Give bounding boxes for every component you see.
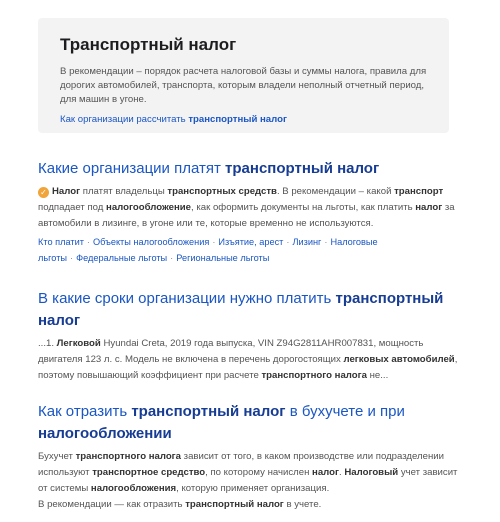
- result-title-plain: в бухучете и при: [285, 403, 405, 420]
- snippet-bold: налог: [312, 467, 340, 478]
- snippet-bold: легковых автомобилей: [343, 354, 455, 365]
- result-snippet-2: [38, 336, 458, 384]
- snippet-bold: транспортное средство: [92, 467, 206, 478]
- result-title-bold: транспортный налог: [225, 160, 380, 177]
- card-link-prefix: Как организации рассчитать: [60, 114, 189, 126]
- card-link-bold: транспортный налог: [188, 114, 287, 126]
- result-title-bold: транспортный налог: [38, 290, 444, 329]
- result-title-3[interactable]: [38, 401, 458, 445]
- snippet-text: , по которому начислен: [205, 467, 313, 478]
- result-snippet-1: [38, 184, 458, 232]
- search-result-3: [38, 401, 458, 513]
- card-link[interactable]: [60, 114, 287, 125]
- snippet-text: платят владельцы: [80, 186, 168, 197]
- snippet-text: Бухучет: [38, 451, 76, 462]
- snippet-bold: Налог: [52, 186, 81, 197]
- tag-link[interactable]: Федеральные льготы: [76, 253, 168, 263]
- result-title-2[interactable]: [38, 288, 458, 332]
- snippet-text: в учете.: [283, 499, 322, 510]
- snippet-bold: транспортного налога: [261, 370, 367, 381]
- snippet-text: . В рекомендации – какой: [276, 186, 395, 197]
- snippet-text: подпадает под: [38, 202, 107, 213]
- result-title-plain: В какие сроки организации нужно платить: [38, 290, 336, 307]
- check-badge-icon: ✓: [38, 187, 49, 198]
- tag-separator: ·: [212, 237, 216, 247]
- snippet-text: зависит от того, в каком производстве или подразделении используют: [38, 451, 444, 478]
- snippet-bold: Налоговый: [344, 467, 399, 478]
- result-title-plain: Какие организации платят: [38, 160, 226, 177]
- result-tags-1: [38, 234, 458, 266]
- card-title: Транспортный налог: [60, 35, 237, 54]
- snippet-text: .: [339, 467, 345, 478]
- tag-link[interactable]: Изъятие, арест: [218, 237, 284, 247]
- snippet-bold: транспортного налога: [75, 451, 182, 462]
- tag-separator: ·: [86, 237, 90, 247]
- snippet-text: , поэтому повышающий коэффициент при расчете: [38, 354, 458, 381]
- result-title-plain: Как отразить: [38, 403, 132, 420]
- snippet-bold: налогообложение: [106, 202, 192, 213]
- result-snippet-3: [38, 449, 458, 513]
- snippet-bold: налог: [415, 202, 443, 213]
- tag-separator: ·: [324, 237, 328, 247]
- tag-separator: ·: [286, 237, 290, 247]
- tag-link[interactable]: Налоговые льготы: [38, 237, 378, 263]
- tag-link[interactable]: Кто платит: [38, 237, 84, 247]
- result-title-bold: транспортный налог: [131, 403, 286, 420]
- snippet-text: , как оформить документы на льготы, как платить: [191, 202, 416, 213]
- snippet-bold: Легковой: [56, 338, 101, 349]
- tag-link[interactable]: Объекты налогообложения: [92, 237, 210, 247]
- snippet-text: В рекомендации — как отразить: [38, 499, 186, 510]
- snippet-text: за автомобили в лизинге, в угоне или те, которые временно не используются.: [38, 202, 455, 229]
- snippet-bold: транспорт: [394, 186, 444, 197]
- snippet-text: не...: [366, 370, 389, 381]
- result-title-1[interactable]: [38, 158, 458, 180]
- card-description: В рекомендации – порядок расчета налоговой базы и суммы налога, правила для дорогих автомобилей, транспорта, которым владели неполный отчетный период, для машин в угоне.: [60, 66, 427, 105]
- snippet-bold: транспортных средств: [167, 186, 277, 197]
- search-result-2: [38, 288, 458, 384]
- snippet-text: учет зависит от системы: [38, 467, 458, 494]
- snippet-text: ...1.: [38, 338, 57, 349]
- tag-link[interactable]: Региональные льготы: [176, 253, 270, 263]
- snippet-text: , которую применяет организация.: [176, 483, 330, 494]
- tag-separator: ·: [170, 253, 174, 263]
- search-result-1: [38, 158, 458, 266]
- tag-link[interactable]: Лизинг: [292, 237, 322, 247]
- snippet-bold: налогообложения: [90, 483, 177, 494]
- snippet-bold: транспортный налог: [185, 499, 284, 510]
- result-title-bold: налогообложении: [38, 425, 172, 442]
- tag-separator: ·: [70, 253, 74, 263]
- snippet-text: Hyundai Creta, 2019 года выпуска, VIN Z94G2811AHR007831, мощность двигателя 123 л. с. Модель не включена в перечень дорогостоящих: [38, 338, 424, 365]
- summary-card: [38, 18, 449, 133]
